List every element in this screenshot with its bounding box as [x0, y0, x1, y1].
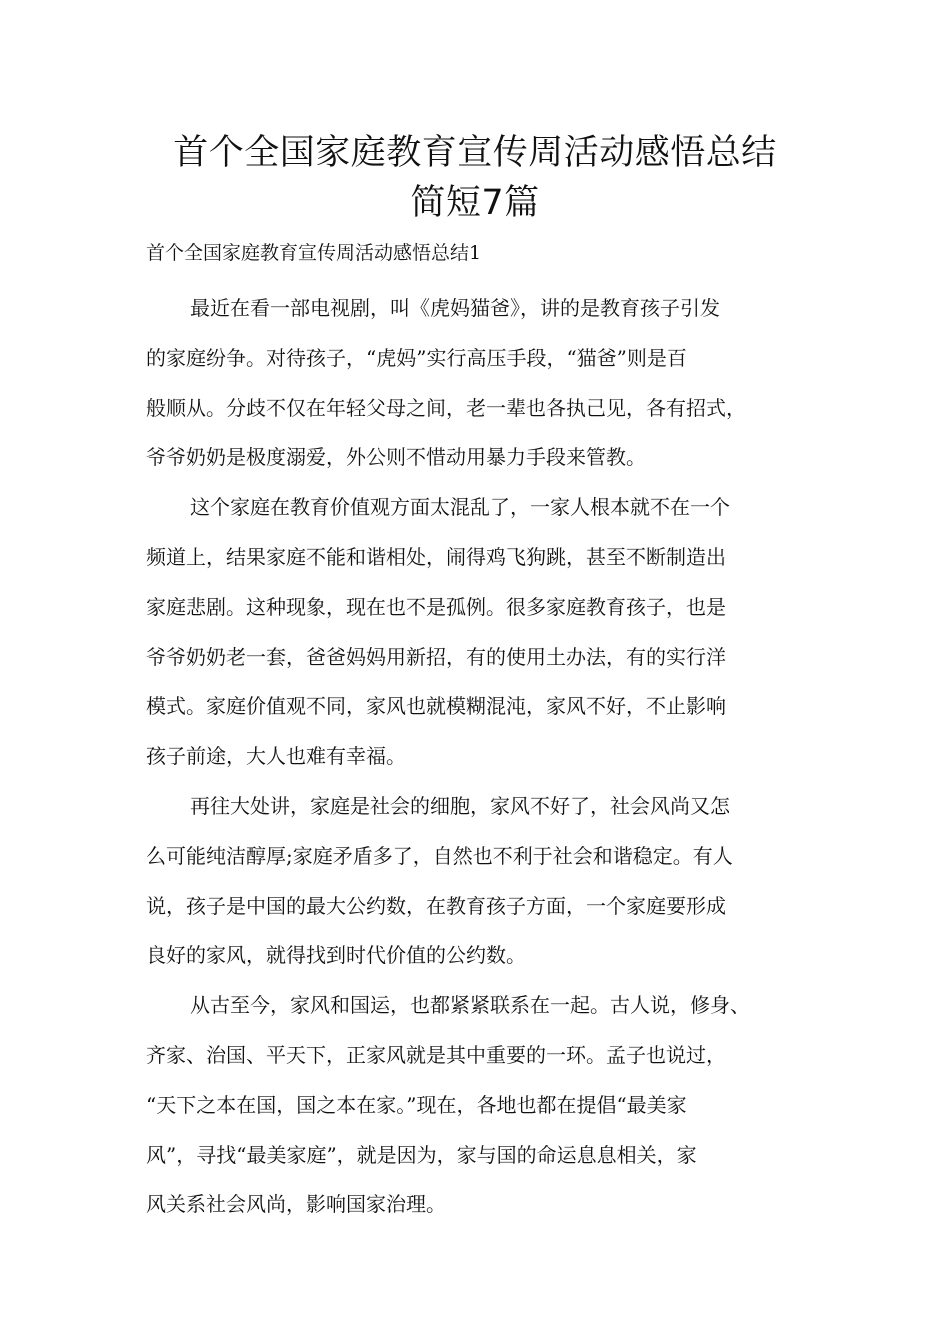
- document-title: [120, 128, 830, 228]
- paragraph-line: 般顺从。分歧不仅在年轻父母之间，老一辈也各执己见，各有招式，: [146, 395, 746, 420]
- paragraph-line: “天下之本在国，国之本在家。”现在，各地也都在提倡“最美家: [146, 1092, 687, 1117]
- document-title-line-2: 简短7篇: [410, 183, 540, 223]
- paragraph-line: 家庭悲剧。这种现象，现在也不是孤例。很多家庭教育孩子，也是: [146, 594, 726, 619]
- paragraph-line: 风”，寻找“最美家庭”，就是因为，家与国的命运息息相关，家: [146, 1142, 697, 1167]
- paragraph-line: 么可能纯洁醇厚;家庭矛盾多了，自然也不利于社会和谐稳定。有人: [146, 843, 733, 868]
- paragraph-line: 爷爷奶奶是极度溺爱，外公则不惜动用暴力手段来管教。: [146, 445, 646, 470]
- paragraph-line: 良好的家风，就得找到时代价值的公约数。: [146, 943, 526, 968]
- paragraph-line: 的家庭纷争。对待孩子，“虎妈”实行高压手段，“猫爸”则是百: [146, 345, 687, 370]
- paragraph-line: 说，孩子是中国的最大公约数，在教育孩子方面，一个家庭要形成: [146, 893, 726, 918]
- paragraph-2: [146, 483, 836, 782]
- document-title-line-1: 首个全国家庭教育宣传周活动感悟总结: [173, 133, 777, 173]
- section-heading: 首个全国家庭教育宣传周活动感悟总结1: [146, 242, 482, 264]
- paragraph-3: [146, 782, 836, 981]
- paragraph-line: 频道上，结果家庭不能和谐相处，闹得鸡飞狗跳，甚至不断制造出: [146, 544, 726, 569]
- paragraph-line: 模式。家庭价值观不同，家风也就模糊混沌，家风不好，不止影响: [146, 694, 726, 719]
- paragraph-4: [146, 981, 836, 1230]
- paragraph-1: [146, 284, 836, 483]
- paragraph-line: 齐家、治国、平天下，正家风就是其中重要的一环。孟子也说过，: [146, 1042, 726, 1067]
- paragraph-line: 最近在看一部电视剧，叫《虎妈猫爸》，讲的是教育孩子引发: [190, 296, 720, 320]
- paragraph-line: 孩子前途，大人也难有幸福。: [146, 744, 406, 769]
- paragraph-line: 再往大处讲，家庭是社会的细胞，家风不好了，社会风尚又怎: [190, 793, 730, 818]
- document-body: [146, 284, 836, 1230]
- paragraph-line: 这个家庭在教育价值观方面太混乱了，一家人根本就不在一个: [190, 495, 730, 520]
- paragraph-line: 从古至今，家风和国运，也都紧紧联系在一起。古人说，修身、: [190, 993, 750, 1018]
- paragraph-line: 爷爷奶奶老一套，爸爸妈妈用新招，有的使用土办法，有的实行洋: [146, 644, 726, 669]
- paragraph-line: 风关系社会风尚，影响国家治理。: [146, 1192, 446, 1217]
